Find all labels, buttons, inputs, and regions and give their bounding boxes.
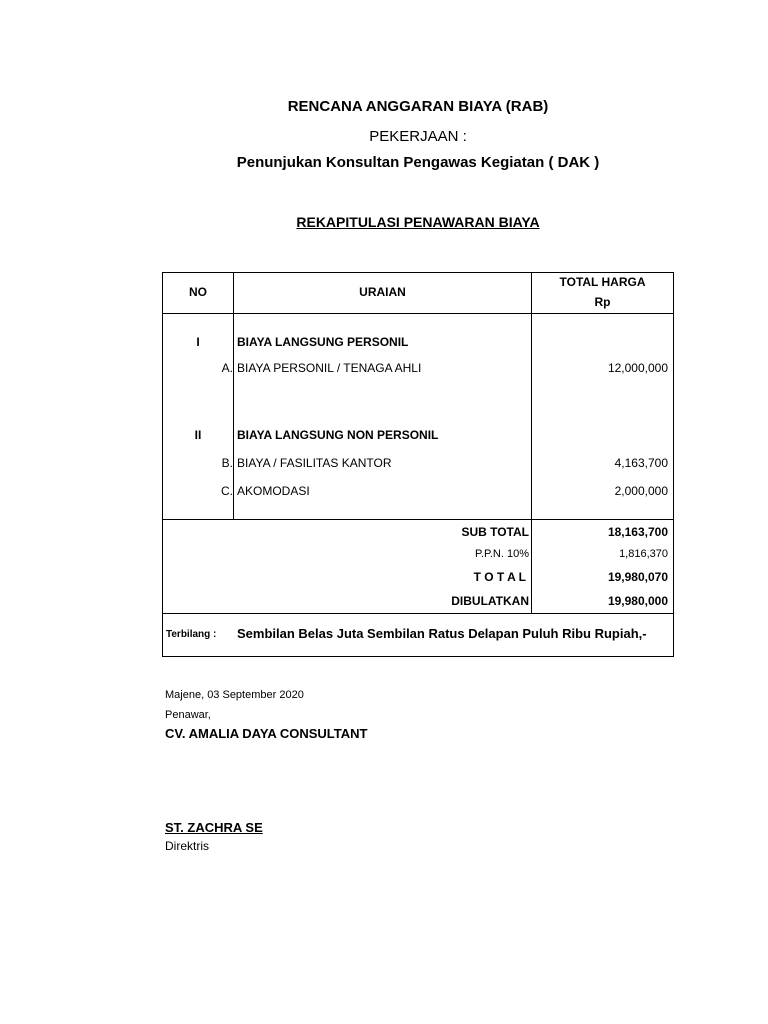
- item-label: BIAYA PERSONIL / TENAGA AHLI: [237, 361, 422, 375]
- item-code: A.: [221, 361, 233, 375]
- item-label: BIAYA / FASILITAS KANTOR: [237, 456, 392, 470]
- item-code: C.: [221, 484, 233, 498]
- item-code: B.: [221, 456, 233, 470]
- group-title: BIAYA LANGSUNG PERSONIL: [237, 335, 409, 349]
- summary-label: T O T A L: [473, 570, 526, 584]
- terbilang-label: Terbilang :: [166, 629, 217, 640]
- item-value: 4,163,700: [614, 456, 668, 470]
- company-name: CV. AMALIA DAYA CONSULTANT: [165, 726, 368, 741]
- header-uraian: URAIAN: [359, 285, 406, 299]
- group-no: II: [194, 428, 202, 442]
- summary-value: 1,816,370: [619, 548, 668, 560]
- header-total-line2: Rp: [594, 295, 611, 309]
- terbilang-text: Sembilan Belas Juta Sembilan Ratus Delapan Puluh Ribu Rupiah,-: [237, 626, 647, 641]
- summary-label: DIBULATKAN: [451, 594, 529, 608]
- project-name: Penunjukan Konsultan Pengawas Kegiatan ( DAK ): [236, 154, 600, 171]
- penawar-label: Penawar,: [165, 709, 211, 721]
- signatory-position: Direktris: [165, 839, 209, 853]
- item-label: AKOMODASI: [237, 484, 310, 498]
- summary-value: 18,163,700: [607, 525, 668, 539]
- item-value: 12,000,000: [607, 361, 668, 375]
- group-title: BIAYA LANGSUNG NON PERSONIL: [237, 428, 439, 442]
- signatory-name: ST. ZACHRA SE: [165, 820, 263, 835]
- summary-label: SUB TOTAL: [461, 525, 529, 539]
- pekerjaan-label: PEKERJAAN :: [369, 128, 467, 145]
- section-title: REKAPITULASI PENAWARAN BIAYA: [296, 214, 540, 230]
- header-total-line1: TOTAL HARGA: [559, 275, 646, 289]
- document-title: RENCANA ANGGARAN BIAYA (RAB): [287, 98, 549, 115]
- group-no: I: [196, 335, 200, 349]
- summary-value: 19,980,000: [607, 594, 668, 608]
- summary-value: 19,980,070: [607, 570, 668, 584]
- place-date: Majene, 03 September 2020: [165, 689, 304, 701]
- header-no: NO: [189, 285, 207, 299]
- item-value: 2,000,000: [614, 484, 668, 498]
- summary-label: P.P.N. 10%: [474, 548, 529, 560]
